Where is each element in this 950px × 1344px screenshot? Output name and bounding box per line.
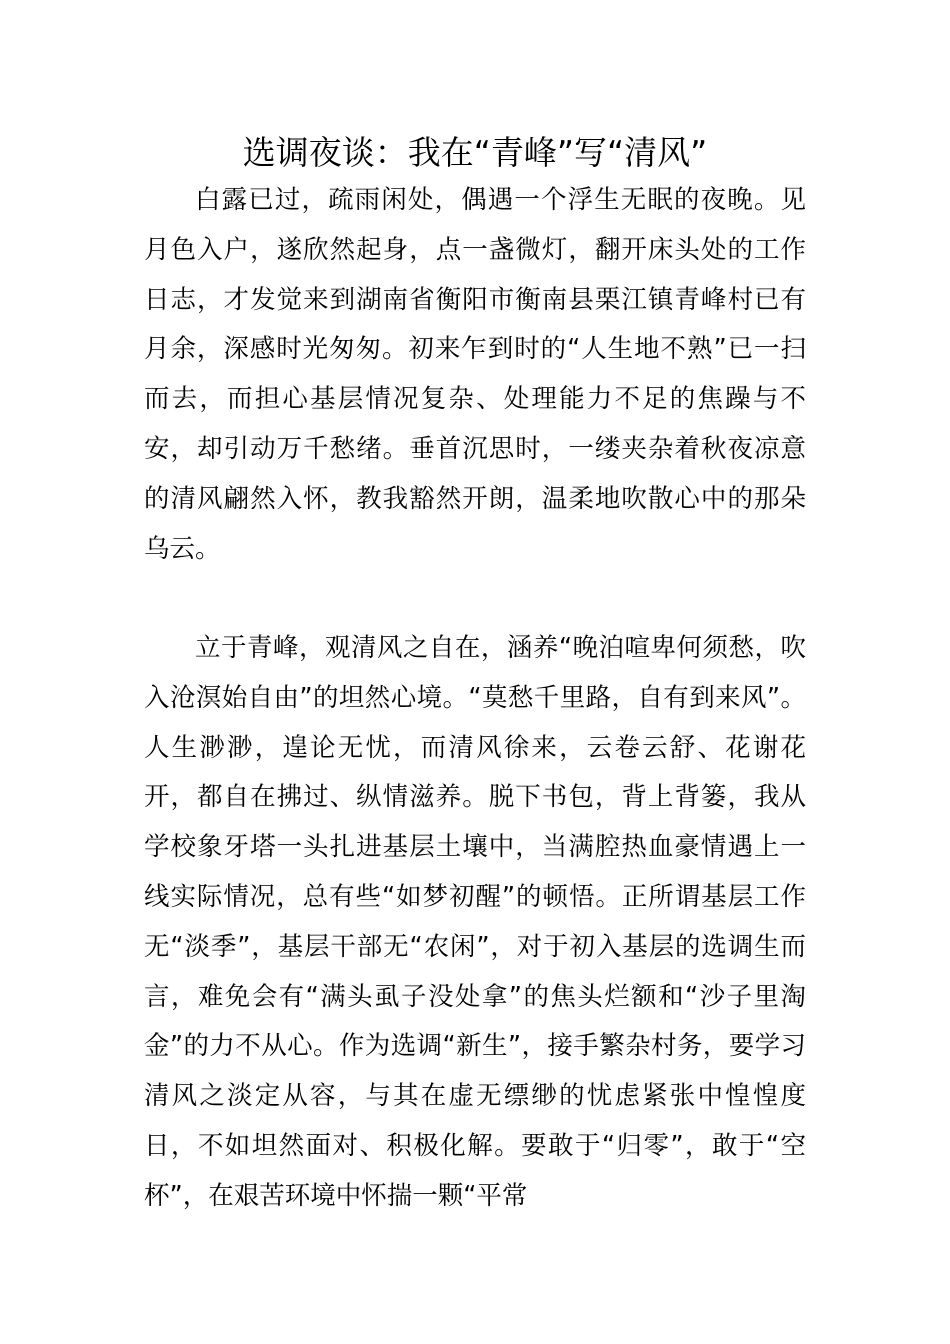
paragraph-1: 白露已过，疏雨闲处，偶遇一个浮生无眠的夜晚。见月色入户，遂欣然起身，点一盏微灯，翻开床头处的工作日志，才发觉来到湖南省衡阳市衡南县栗江镇青峰村已有月余，深感时光匆匆。初来乍到时的“人生地不熟”已一扫而去，而担心基层情况复杂、处理能力不足的焦躁与不安，却引动万千愁绪。垂首沉思时，一缕夹杂着秋夜凉意的清风翩然入怀，教我豁然开朗，温柔地吹散心中的那朵乌云。 [144,185,806,564]
document-title: 选调夜谈：我在“青峰”写“清风” [242,133,708,172]
paragraph-2: 立于青峰，观清风之自在，涵养“晚泊喧卑何须愁，吹入沧溟始自由”的坦然心境。“莫愁千里路，自有到来风”。人生渺渺，遑论无忧，而清风徐来，云卷云舒、花谢花开，都自在拂过、纵情滋养。脱下书包，背上背篓，我从学校象牙塔一头扎进基层土壤中，当满腔热血豪情遇上一线实际情况，总有些“如梦初醒”的顿悟。正所谓基层工作无“淡季”，基层干部无“农闲”，对于初入基层的选调生而言，难免会有“满头虱子没处拿”的焦头烂额和“沙子里淘金”的力不从心。作为选调“新生”，接手繁杂村务，要学习清风之淡定从容，与其在虚无缥缈的忧虑紧张中惶惶度日，不如坦然面对、积极化解。要敢于“归零”，敢于“空杯”，在艰苦环境中怀揣一颗“平常 [144,633,806,1211]
